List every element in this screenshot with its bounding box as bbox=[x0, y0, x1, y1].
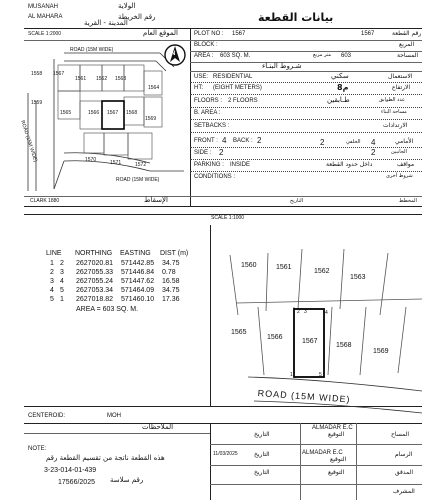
sig-row-divider-3 bbox=[210, 484, 422, 485]
row-northing: 2627053.34 bbox=[76, 287, 113, 294]
front-row-divider bbox=[190, 147, 422, 148]
wilayat-label-ar: الولاية bbox=[118, 2, 136, 10]
use-row-divider bbox=[190, 82, 422, 83]
ht-value: (EIGHT METERS) bbox=[213, 85, 262, 91]
location-road-left-label: ROAD (15M WIDE) bbox=[19, 119, 39, 163]
corner-1: 1 bbox=[290, 372, 293, 378]
checker-label-ar: المدقق bbox=[395, 469, 413, 476]
map-no-label-ar: رقم الخريطة bbox=[118, 13, 156, 21]
corner-2: 2 bbox=[297, 309, 300, 315]
location-label-ar: الموقع العام bbox=[143, 29, 178, 37]
sig-sign-label-ar-1: التوقيع bbox=[328, 431, 345, 438]
north-letter: N bbox=[171, 51, 176, 57]
conditions-label-ar: شروط أخرى bbox=[386, 173, 413, 179]
detail-map-svg bbox=[210, 225, 422, 406]
row-to: 4 bbox=[60, 278, 64, 285]
village-label-ar: المدينة - القرية bbox=[84, 19, 128, 27]
area-value-ar: 603 bbox=[341, 53, 352, 59]
floors-value: 2 FLOORS bbox=[228, 98, 258, 104]
sig-sign-label-ar-2: التوقيع bbox=[330, 456, 347, 463]
loc-plot-1568: 1568 bbox=[126, 110, 138, 116]
use-label: USE: bbox=[194, 74, 209, 80]
divider-notes-vertical bbox=[210, 423, 211, 500]
centeroid-label: CENTEROID: bbox=[28, 413, 66, 419]
note-line3-ar: رقم سلاسة bbox=[110, 476, 144, 484]
row-easting: 571447.62 bbox=[121, 278, 155, 285]
row-northing: 2627055.24 bbox=[76, 278, 113, 285]
loc-plot-1565: 1565 bbox=[60, 110, 72, 116]
use-value: RESIDENTIAL bbox=[213, 74, 253, 80]
floors-value-ar: طـابقين bbox=[327, 96, 350, 104]
row-northing: 2627020.81 bbox=[76, 260, 113, 267]
setbacks-label-ar: الارتدادات bbox=[383, 122, 408, 129]
detail-plot-1569: 1569 bbox=[373, 348, 389, 355]
plot-no-value: 1567 bbox=[232, 31, 246, 37]
planner-label-ar: المخطط bbox=[399, 198, 417, 204]
detail-scale: SCALE 1:1000 bbox=[211, 215, 245, 221]
use-label-ar: الاستعمال bbox=[388, 73, 413, 80]
row-northing: 2627018.82 bbox=[76, 296, 113, 303]
loc-plot-1561: 1561 bbox=[75, 76, 87, 82]
back-value: 2 bbox=[257, 136, 262, 145]
conditions-header-divider bbox=[190, 71, 422, 72]
side-label: SIDE : bbox=[194, 150, 212, 156]
block-row-divider bbox=[190, 51, 422, 52]
loc-plot-1571: 1571 bbox=[110, 160, 122, 166]
divider-header bbox=[24, 28, 422, 29]
surveyor-name: ALMADAR E.C bbox=[312, 425, 353, 431]
sig-divider-1 bbox=[300, 423, 301, 500]
note-line1-ar: هذه القطعة ناتجة من تقسيم القطعة رقم bbox=[46, 454, 165, 462]
row-dist: 17.36 bbox=[162, 296, 180, 303]
ht-value-ar: 8م bbox=[337, 83, 349, 92]
divider-top-section bbox=[24, 206, 422, 207]
sig-row-divider-2 bbox=[210, 465, 422, 466]
barea-label: B. AREA : bbox=[194, 110, 221, 116]
location-scale: SCALE 1:2000 bbox=[28, 31, 62, 37]
notes-header-divider bbox=[24, 433, 210, 434]
loc-plot-1569: 1569 bbox=[145, 116, 157, 122]
row-to: 3 bbox=[60, 269, 64, 276]
side-row-divider bbox=[190, 159, 422, 160]
plot-no-label: PLOT NO : bbox=[194, 31, 224, 37]
row-from: 1 bbox=[50, 260, 54, 267]
loc-plot-1570: 1570 bbox=[85, 157, 97, 163]
row-from: 3 bbox=[50, 278, 54, 285]
sig-date-label-ar-1: التاريخ bbox=[254, 431, 270, 438]
detail-plot-1560: 1560 bbox=[241, 262, 257, 269]
centeroid-value: MOH bbox=[107, 413, 121, 419]
floors-label: FLOORS : bbox=[194, 98, 223, 104]
plot-row-divider bbox=[190, 40, 422, 41]
row-dist: 34.75 bbox=[162, 287, 180, 294]
setbacks-label: SETBACKS : bbox=[194, 123, 230, 129]
parking-label: PARKING : bbox=[194, 162, 224, 168]
plot-date-label-ar: التاريخ bbox=[290, 198, 303, 204]
barea-label-ar: مساحة البناء bbox=[381, 109, 407, 115]
corner-4: 4 bbox=[325, 310, 328, 316]
back-value-ar: 2 bbox=[320, 138, 325, 147]
setbacks-row-divider bbox=[190, 132, 422, 133]
divider-top-vertical bbox=[190, 28, 191, 206]
location-road-bottom-label: ROAD (15M WIDE) bbox=[116, 177, 160, 183]
divider-detail-bottom bbox=[24, 406, 422, 407]
loc-plot-1559: 1559 bbox=[31, 100, 43, 106]
block-label-ar: المربع bbox=[399, 41, 415, 48]
parking-value-ar: داخل حدود القطعة bbox=[326, 161, 373, 168]
front-value-ar: 4 bbox=[371, 138, 376, 147]
ht-label: HT: bbox=[194, 85, 203, 91]
drafter-label-ar: الرسام bbox=[395, 451, 413, 458]
conditions-label: CONDITIONS : bbox=[194, 174, 236, 180]
row-easting: 571446.84 bbox=[121, 269, 155, 276]
floors-row-divider bbox=[190, 107, 422, 108]
col-northing: NORTHING bbox=[75, 250, 113, 257]
back-label: BACK : bbox=[233, 138, 253, 144]
area-row-divider bbox=[190, 62, 422, 63]
area-value: 603 SQ. M. bbox=[220, 53, 251, 59]
corner-5: 5 bbox=[319, 372, 322, 378]
parking-row-divider bbox=[190, 171, 422, 172]
plot-no-label-ar: رقم القطعة bbox=[392, 30, 422, 37]
ht-row-divider bbox=[190, 94, 422, 95]
sig-sign-label-ar-3: التوقيع bbox=[328, 469, 345, 476]
col-easting: EASTING bbox=[120, 250, 151, 257]
parking-label-ar: مواقف bbox=[397, 161, 415, 168]
approver-label-ar: المشرف bbox=[393, 488, 415, 495]
front-value: 4 bbox=[222, 136, 227, 145]
surveyor-label-ar: المساح bbox=[391, 431, 410, 438]
area-unit-ar: متر مربع bbox=[313, 52, 332, 58]
wilayat-value: MUSANAH bbox=[28, 4, 59, 10]
note-label: NOTE: bbox=[28, 446, 47, 452]
front-label: FRONT : bbox=[194, 138, 218, 144]
detail-plot-1568: 1568 bbox=[336, 342, 352, 349]
conditions-header-ar: شـروط البنـاء bbox=[262, 62, 302, 70]
plot-no-value-ar: 1567 bbox=[361, 31, 375, 37]
detail-plot-1566: 1566 bbox=[267, 334, 283, 341]
row-to: 5 bbox=[60, 287, 64, 294]
loc-plot-1558: 1558 bbox=[31, 71, 43, 77]
block-label: BLOCK : bbox=[194, 42, 218, 48]
row-dist: 16.58 bbox=[162, 278, 180, 285]
side-value: 2 bbox=[219, 148, 224, 157]
road-bottom-upper bbox=[64, 161, 184, 171]
col-line: LINE bbox=[46, 250, 62, 257]
back-label-ar: الخلفي bbox=[346, 139, 361, 145]
row-easting: 571442.85 bbox=[121, 260, 155, 267]
area-total: AREA = 603 SQ. M. bbox=[76, 306, 139, 313]
area-label: AREA : bbox=[194, 53, 214, 59]
loc-plot-1563: 1563 bbox=[115, 76, 127, 82]
page-title-ar: بيانات القطعة bbox=[258, 11, 334, 24]
row-to: 2 bbox=[60, 260, 64, 267]
row-from: 4 bbox=[50, 287, 54, 294]
corner-3: 3 bbox=[304, 309, 307, 315]
loc-plot-1564: 1564 bbox=[148, 85, 160, 91]
row-from: 2 bbox=[50, 269, 54, 276]
detail-plot-1561: 1561 bbox=[276, 264, 292, 271]
row-easting: 571464.09 bbox=[121, 287, 155, 294]
loc-plot-1572: 1572 bbox=[135, 162, 147, 168]
row-dist: 0.78 bbox=[162, 269, 176, 276]
sig-date-value: 11/03/2025 bbox=[213, 451, 238, 457]
divider-centeroid bbox=[24, 423, 422, 424]
row-easting: 571460.10 bbox=[121, 296, 155, 303]
loc-plot-1566: 1566 bbox=[88, 110, 100, 116]
sig-divider-2 bbox=[356, 423, 357, 500]
note-parent-plot: 3-23-014-01-439 bbox=[44, 467, 97, 474]
row-to: 1 bbox=[60, 296, 64, 303]
detail-plot-1565: 1565 bbox=[231, 329, 247, 336]
conditions-bottom-divider bbox=[190, 196, 422, 197]
notes-header-ar: الملاحظات bbox=[142, 423, 174, 431]
detail-plot-1562: 1562 bbox=[314, 268, 330, 275]
row-from: 5 bbox=[50, 296, 54, 303]
projection-value: CLARK 1880 bbox=[30, 198, 60, 204]
drafter-name: ALMADAR E.C bbox=[302, 450, 343, 456]
loc-plot-1562: 1562 bbox=[96, 76, 108, 82]
projection-label-ar: الإسقاط bbox=[144, 196, 168, 204]
side-label-ar: الجانبين bbox=[391, 149, 407, 155]
sig-date-label-ar-3: التاريخ bbox=[254, 469, 270, 476]
side-value-ar: 2 bbox=[371, 148, 376, 157]
ht-label-ar: الارتفاع bbox=[392, 84, 411, 91]
loc-plot-1567: 1567 bbox=[107, 110, 119, 116]
detail-plot-1563: 1563 bbox=[350, 274, 366, 281]
village-value: AL MAHARA bbox=[28, 14, 63, 20]
note-serial: 17566/2025 bbox=[58, 479, 95, 486]
floors-label-ar: عدد الطوابق bbox=[379, 97, 405, 103]
row-northing: 2627055.33 bbox=[76, 269, 113, 276]
front-label-ar: الأمامي bbox=[395, 138, 414, 145]
barea-row-divider bbox=[190, 119, 422, 120]
parking-value: INSIDE bbox=[230, 162, 251, 168]
use-value-ar: سكني bbox=[331, 72, 349, 80]
row-dist: 34.75 bbox=[162, 260, 180, 267]
col-dist: DIST (m) bbox=[160, 250, 189, 257]
area-label-ar: المساحة bbox=[397, 52, 419, 59]
detail-road-label: ROAD (15M WIDE) bbox=[257, 388, 351, 405]
sig-row-divider-1 bbox=[210, 444, 422, 445]
detail-plot-1567: 1567 bbox=[302, 338, 318, 345]
loc-plot-1567a: 1567 bbox=[53, 71, 65, 77]
sig-date-label-ar-2: التاريخ bbox=[254, 451, 270, 458]
location-road-top-label: ROAD (15M WIDE) bbox=[70, 47, 114, 53]
